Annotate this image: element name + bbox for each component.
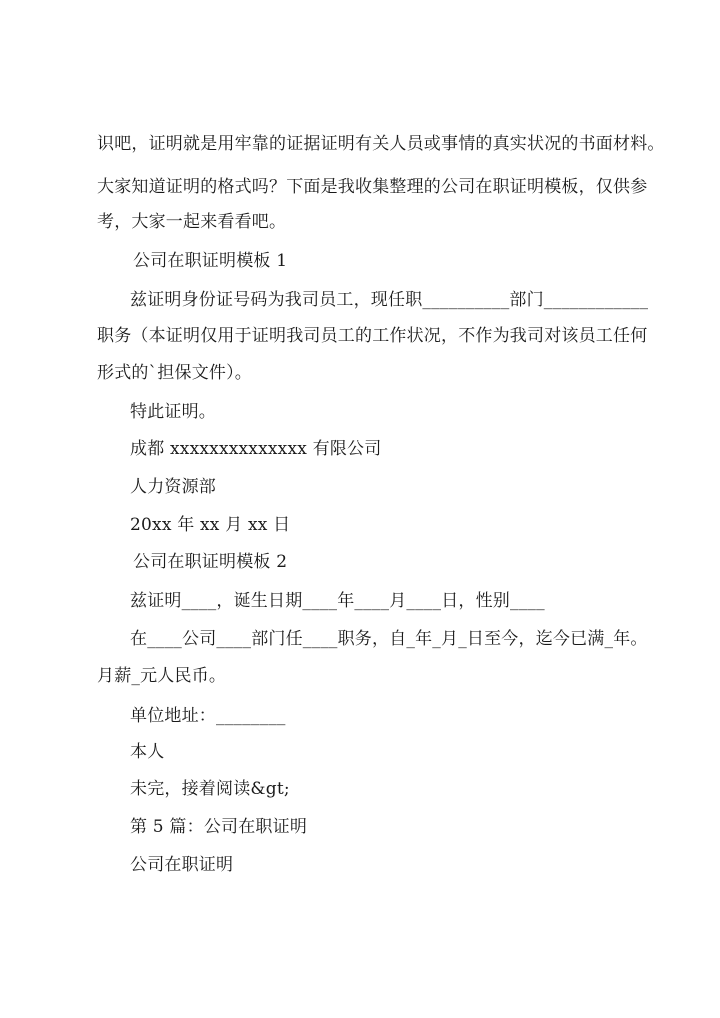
template-2-address: 单位地址：________: [130, 706, 286, 726]
template-1-body-line-2: 职务（本证明仅用于证明我司员工的工作状况，不作为我司对该员工任何: [97, 326, 648, 346]
template-2-body-line-2: 在____公司____部门任____职务，自_年_月_日至今，迄今已满_年。: [130, 629, 648, 649]
unfinished-note-link[interactable]: 未完，接着阅读&gt;: [130, 779, 290, 799]
template-1-department: 人力资源部: [130, 477, 216, 497]
next-article-heading: 公司在职证明: [130, 855, 234, 875]
next-article-title: 第 5 篇：公司在职证明: [130, 817, 308, 837]
intro-line-2: 大家知道证明的格式吗？下面是我收集整理的公司在职证明模板，仅供参: [97, 177, 648, 197]
intro-line-3: 考，大家一起来看看吧。: [97, 212, 287, 232]
template-1-company: 成都 xxxxxxxxxxxxxx 有限公司: [130, 439, 382, 459]
template-1-body-line-1: 兹证明身份证号码为我司员工，现任职__________部门____________: [130, 290, 649, 310]
template-2-person: 本人: [130, 742, 165, 762]
template-2-body-line-1: 兹证明____，诞生日期____年____月____日，性别____: [130, 591, 545, 611]
template-1-closing: 特此证明。: [130, 402, 216, 422]
template-1-heading: 公司在职证明模板 1: [133, 251, 288, 271]
template-2-heading: 公司在职证明模板 2: [133, 552, 288, 572]
template-2-body-line-3: 月薪_元人民币。: [97, 666, 227, 686]
intro-line-1: 识吧，证明就是用牢靠的证据证明有关人员或事情的真实状况的书面材料。: [97, 134, 665, 154]
template-1-body-line-3: 形式的`担保文件）。: [97, 363, 252, 383]
template-1-date: 20xx 年 xx 月 xx 日: [130, 515, 291, 535]
